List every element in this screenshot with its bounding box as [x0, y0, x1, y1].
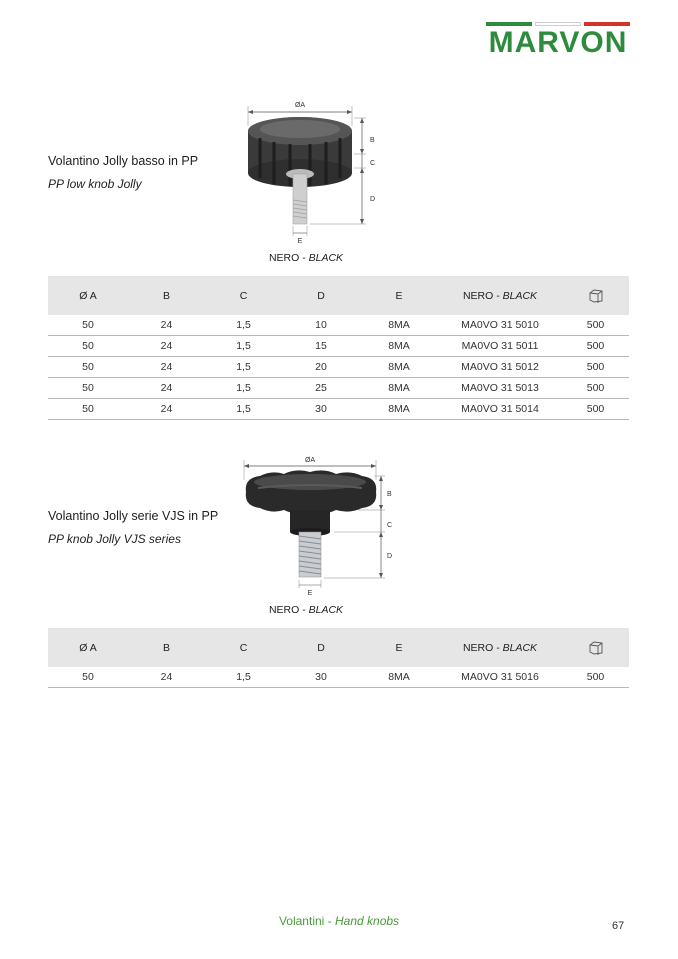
cell: 10: [282, 315, 360, 336]
cell: 8MA: [360, 315, 438, 336]
cell: 24: [128, 315, 205, 336]
cell: 500: [562, 357, 629, 378]
table-row: [48, 399, 629, 420]
col-header: E: [360, 628, 438, 667]
cell: 8MA: [360, 336, 438, 357]
knob-vjs-drawing: [238, 452, 398, 602]
cell: 30: [282, 667, 360, 688]
table-row: [48, 667, 629, 688]
cell-code: MA0VO 31 5013: [438, 378, 562, 399]
table-row: [48, 378, 629, 399]
cell: 50: [48, 378, 128, 399]
cell: 50: [48, 399, 128, 420]
dim-d-label: D: [387, 553, 393, 560]
cell: 500: [562, 378, 629, 399]
cell: 500: [562, 667, 629, 688]
spec-table: [48, 628, 629, 688]
cell: 8MA: [360, 667, 438, 688]
cell-code: MA0VO 31 5014: [438, 399, 562, 420]
box-icon: [588, 640, 604, 656]
col-header-code: NERO - BLACK: [438, 628, 562, 667]
cell: 500: [562, 399, 629, 420]
brand-logo: [486, 22, 630, 62]
col-header: D: [282, 628, 360, 667]
cell: 24: [128, 378, 205, 399]
color-label: NERO - BLACK: [268, 604, 344, 616]
cell: 20: [282, 357, 360, 378]
color-label: NERO - BLACK: [268, 252, 344, 264]
dim-e-label: E: [307, 590, 313, 597]
logo-text: MARVON: [488, 26, 628, 59]
cell: 24: [128, 667, 205, 688]
table-row: [48, 315, 629, 336]
cell: 500: [562, 315, 629, 336]
table-header-row: [48, 628, 629, 667]
cell-code: MA0VO 31 5016: [438, 667, 562, 688]
dim-c-label: C: [370, 160, 376, 167]
cell: 8MA: [360, 357, 438, 378]
col-header-package: [562, 276, 629, 315]
cell: 50: [48, 357, 128, 378]
col-header: Ø A: [48, 276, 128, 315]
box-icon: [588, 288, 604, 304]
cell: 24: [128, 336, 205, 357]
col-header: C: [205, 628, 282, 667]
col-header-code: NERO - BLACK: [438, 276, 562, 315]
cell: 8MA: [360, 378, 438, 399]
col-header: E: [360, 276, 438, 315]
dim-e-label: E: [297, 238, 303, 245]
cell: 1,5: [205, 399, 282, 420]
col-header: C: [205, 276, 282, 315]
product-title: Volantino Jolly basso in PP: [48, 154, 199, 168]
cell: 30: [282, 399, 360, 420]
table-row: [48, 336, 629, 357]
dim-a-label: ØA: [304, 457, 316, 464]
table-header-row: [48, 276, 629, 315]
product-title: Volantino Jolly serie VJS in PP: [48, 509, 219, 523]
cell: 25: [282, 378, 360, 399]
cell-code: MA0VO 31 5010: [438, 315, 562, 336]
dim-a-label: ØA: [294, 102, 306, 109]
dim-c-label: C: [387, 522, 393, 529]
cell: 50: [48, 315, 128, 336]
dim-b-label: B: [370, 137, 375, 144]
cell: 15: [282, 336, 360, 357]
page-number: 67: [612, 920, 625, 932]
cell: 24: [128, 399, 205, 420]
dim-b-label: B: [387, 491, 392, 498]
cell-code: MA0VO 31 5011: [438, 336, 562, 357]
footer-section-title: Volantini - Hand knobs: [278, 914, 400, 928]
cell: 1,5: [205, 378, 282, 399]
col-header-package: [562, 628, 629, 667]
cell: 500: [562, 336, 629, 357]
table-row: [48, 357, 629, 378]
col-header: B: [128, 628, 205, 667]
product-subtitle: PP low knob Jolly: [48, 177, 142, 191]
cell: 24: [128, 357, 205, 378]
product-subtitle: PP knob Jolly VJS series: [48, 532, 181, 546]
cell: 50: [48, 336, 128, 357]
dim-d-label: D: [370, 196, 376, 203]
cell: 1,5: [205, 336, 282, 357]
cell: 8MA: [360, 399, 438, 420]
spec-table: [48, 276, 629, 420]
knob-low-drawing: [240, 96, 390, 246]
col-header: Ø A: [48, 628, 128, 667]
cell: 1,5: [205, 667, 282, 688]
cell: 1,5: [205, 315, 282, 336]
col-header: B: [128, 276, 205, 315]
cell-code: MA0VO 31 5012: [438, 357, 562, 378]
cell: 50: [48, 667, 128, 688]
cell: 1,5: [205, 357, 282, 378]
col-header: D: [282, 276, 360, 315]
